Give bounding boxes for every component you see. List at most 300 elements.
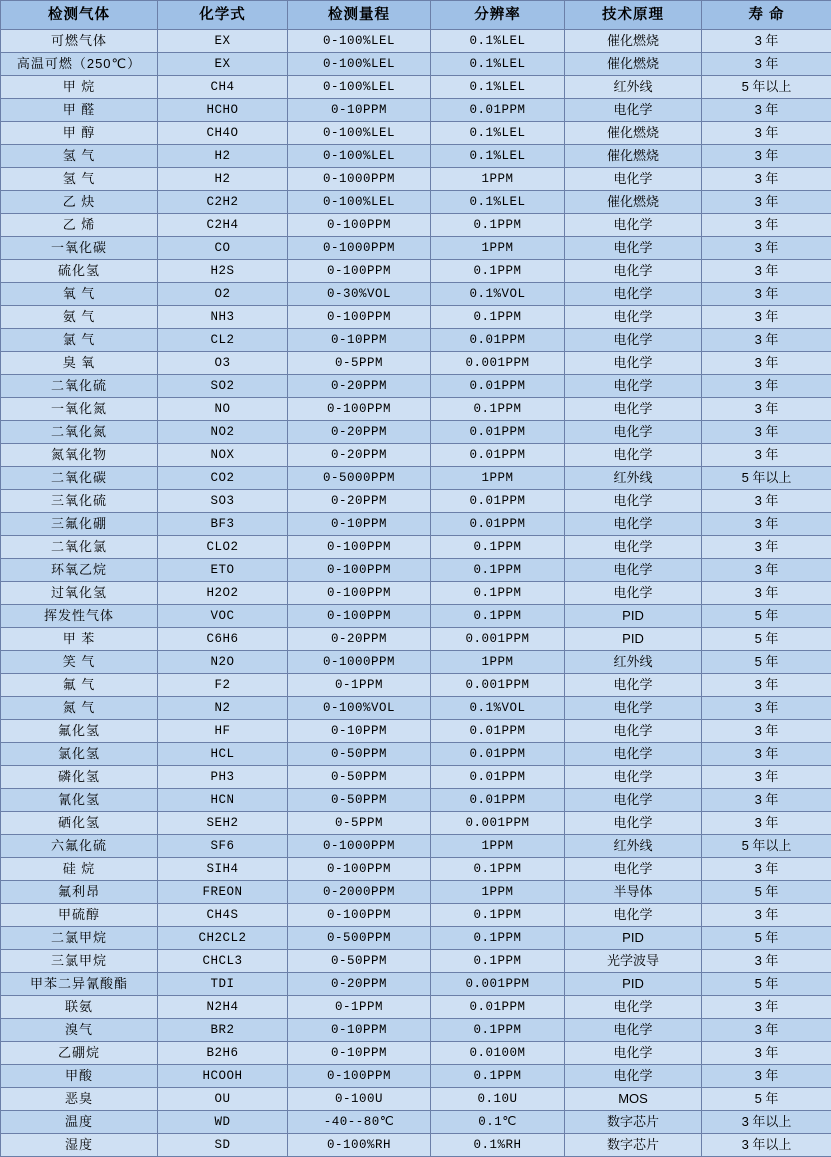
- cell-range: 0-100PPM: [288, 536, 431, 559]
- cell-formula: NH3: [158, 306, 288, 329]
- cell-principle: 电化学: [565, 743, 702, 766]
- table-row: [1, 1111, 831, 1134]
- table-row: [1, 99, 831, 122]
- cell-lifetime: 5 年以上: [702, 467, 831, 490]
- cell-gas: 氟利昂: [1, 881, 158, 904]
- cell-formula: EX: [158, 53, 288, 76]
- cell-gas: 乙硼烷: [1, 1042, 158, 1065]
- cell-range: 0-100%RH: [288, 1134, 431, 1157]
- cell-formula: NOX: [158, 444, 288, 467]
- cell-lifetime: 5 年: [702, 605, 831, 628]
- cell-principle: PID: [565, 605, 702, 628]
- cell-principle: 电化学: [565, 214, 702, 237]
- cell-range: 0-5PPM: [288, 352, 431, 375]
- cell-range: 0-5000PPM: [288, 467, 431, 490]
- table-row: [1, 766, 831, 789]
- cell-principle: 催化燃烧: [565, 145, 702, 168]
- cell-resolution: 0.01PPM: [431, 329, 565, 352]
- cell-principle: 电化学: [565, 168, 702, 191]
- table-row: [1, 605, 831, 628]
- cell-range: 0-100%LEL: [288, 76, 431, 99]
- table-row: [1, 559, 831, 582]
- cell-resolution: 0.1PPM: [431, 398, 565, 421]
- cell-lifetime: 3 年: [702, 789, 831, 812]
- table-row: [1, 697, 831, 720]
- cell-principle: 红外线: [565, 467, 702, 490]
- cell-principle: 电化学: [565, 858, 702, 881]
- cell-resolution: 0.1PPM: [431, 260, 565, 283]
- table-row: [1, 789, 831, 812]
- cell-resolution: 0.1℃: [431, 1111, 565, 1134]
- cell-range: -40--80℃: [288, 1111, 431, 1134]
- cell-lifetime: 3 年: [702, 122, 831, 145]
- cell-gas: 硫化氢: [1, 260, 158, 283]
- cell-lifetime: 3 年: [702, 53, 831, 76]
- cell-formula: CH4S: [158, 904, 288, 927]
- cell-formula: EX: [158, 30, 288, 53]
- cell-gas: 甲 醛: [1, 99, 158, 122]
- cell-range: 0-100PPM: [288, 398, 431, 421]
- cell-lifetime: 3 年: [702, 1065, 831, 1088]
- cell-range: 0-1000PPM: [288, 835, 431, 858]
- cell-lifetime: 3 年: [702, 904, 831, 927]
- cell-lifetime: 5 年: [702, 651, 831, 674]
- cell-formula: FREON: [158, 881, 288, 904]
- cell-principle: 光学波导: [565, 950, 702, 973]
- cell-lifetime: 3 年: [702, 168, 831, 191]
- cell-formula: H2: [158, 168, 288, 191]
- cell-gas: 溴气: [1, 1019, 158, 1042]
- cell-range: 0-50PPM: [288, 950, 431, 973]
- cell-gas: 高温可燃（250℃）: [1, 53, 158, 76]
- table-row: [1, 1088, 831, 1111]
- cell-principle: 电化学: [565, 1019, 702, 1042]
- cell-resolution: 0.01PPM: [431, 513, 565, 536]
- cell-lifetime: 5 年: [702, 973, 831, 996]
- cell-resolution: 0.1%LEL: [431, 191, 565, 214]
- table-row: [1, 628, 831, 651]
- cell-formula: CH4: [158, 76, 288, 99]
- cell-resolution: 0.1%VOL: [431, 697, 565, 720]
- cell-principle: 电化学: [565, 329, 702, 352]
- cell-formula: SEH2: [158, 812, 288, 835]
- cell-formula: HCOOH: [158, 1065, 288, 1088]
- cell-lifetime: 5 年以上: [702, 835, 831, 858]
- table-row: [1, 720, 831, 743]
- cell-principle: 红外线: [565, 651, 702, 674]
- cell-principle: 电化学: [565, 904, 702, 927]
- cell-principle: 电化学: [565, 237, 702, 260]
- cell-gas: 甲 醇: [1, 122, 158, 145]
- cell-gas: 六氟化硫: [1, 835, 158, 858]
- column-header-gas: 检测气体: [1, 1, 158, 30]
- cell-gas: 三氟化硼: [1, 513, 158, 536]
- cell-gas: 恶臭: [1, 1088, 158, 1111]
- cell-gas: 磷化氢: [1, 766, 158, 789]
- cell-lifetime: 3 年: [702, 30, 831, 53]
- cell-principle: MOS: [565, 1088, 702, 1111]
- cell-range: 0-100%LEL: [288, 122, 431, 145]
- cell-range: 0-100PPM: [288, 858, 431, 881]
- cell-range: 0-100%LEL: [288, 145, 431, 168]
- cell-resolution: 0.1%LEL: [431, 30, 565, 53]
- cell-range: 0-10PPM: [288, 720, 431, 743]
- cell-formula: C6H6: [158, 628, 288, 651]
- cell-lifetime: 3 年: [702, 674, 831, 697]
- cell-principle: 电化学: [565, 375, 702, 398]
- cell-gas: 环氧乙烷: [1, 559, 158, 582]
- cell-resolution: 0.01PPM: [431, 789, 565, 812]
- cell-lifetime: 3 年: [702, 145, 831, 168]
- cell-range: 0-10PPM: [288, 99, 431, 122]
- cell-resolution: 0.1PPM: [431, 858, 565, 881]
- cell-principle: 半导体: [565, 881, 702, 904]
- cell-resolution: 1PPM: [431, 881, 565, 904]
- cell-lifetime: 3 年: [702, 352, 831, 375]
- cell-range: 0-2000PPM: [288, 881, 431, 904]
- cell-gas: 乙 炔: [1, 191, 158, 214]
- cell-range: 0-10PPM: [288, 329, 431, 352]
- cell-range: 0-500PPM: [288, 927, 431, 950]
- cell-lifetime: 3 年: [702, 99, 831, 122]
- cell-principle: 电化学: [565, 421, 702, 444]
- cell-principle: PID: [565, 927, 702, 950]
- table-row: [1, 835, 831, 858]
- table-row: [1, 237, 831, 260]
- cell-resolution: 0.001PPM: [431, 674, 565, 697]
- table-row: [1, 1134, 831, 1157]
- cell-formula: CL2: [158, 329, 288, 352]
- cell-gas: 三氯甲烷: [1, 950, 158, 973]
- cell-lifetime: 3 年: [702, 812, 831, 835]
- cell-range: 0-1000PPM: [288, 168, 431, 191]
- cell-gas: 二氧化硫: [1, 375, 158, 398]
- table-row: [1, 950, 831, 973]
- cell-formula: CLO2: [158, 536, 288, 559]
- cell-formula: BF3: [158, 513, 288, 536]
- cell-lifetime: 3 年: [702, 398, 831, 421]
- cell-principle: 电化学: [565, 1042, 702, 1065]
- cell-principle: 催化燃烧: [565, 53, 702, 76]
- cell-range: 0-100%LEL: [288, 53, 431, 76]
- cell-formula: HCHO: [158, 99, 288, 122]
- cell-principle: PID: [565, 628, 702, 651]
- cell-range: 0-50PPM: [288, 766, 431, 789]
- cell-range: 0-10PPM: [288, 513, 431, 536]
- cell-resolution: 0.1%LEL: [431, 122, 565, 145]
- cell-resolution: 0.1PPM: [431, 1065, 565, 1088]
- cell-lifetime: 3 年: [702, 306, 831, 329]
- cell-range: 0-20PPM: [288, 973, 431, 996]
- cell-formula: H2O2: [158, 582, 288, 605]
- cell-range: 0-5PPM: [288, 812, 431, 835]
- cell-gas: 氢 气: [1, 145, 158, 168]
- table-row: [1, 398, 831, 421]
- cell-gas: 二氧化氮: [1, 421, 158, 444]
- cell-gas: 过氧化氢: [1, 582, 158, 605]
- cell-lifetime: 3 年: [702, 237, 831, 260]
- column-header-formula: 化学式: [158, 1, 288, 30]
- cell-formula: HCL: [158, 743, 288, 766]
- cell-gas: 甲苯二异氰酸酯: [1, 973, 158, 996]
- cell-lifetime: 3 年: [702, 536, 831, 559]
- table-row: [1, 352, 831, 375]
- cell-principle: 电化学: [565, 766, 702, 789]
- cell-resolution: 0.10U: [431, 1088, 565, 1111]
- cell-formula: CHCL3: [158, 950, 288, 973]
- cell-principle: 电化学: [565, 513, 702, 536]
- cell-resolution: 1PPM: [431, 651, 565, 674]
- cell-principle: 红外线: [565, 76, 702, 99]
- cell-lifetime: 3 年以上: [702, 1134, 831, 1157]
- cell-formula: C2H4: [158, 214, 288, 237]
- cell-lifetime: 3 年: [702, 950, 831, 973]
- cell-lifetime: 3 年: [702, 1042, 831, 1065]
- cell-resolution: 0.01PPM: [431, 444, 565, 467]
- cell-gas: 氧 气: [1, 283, 158, 306]
- cell-resolution: 0.1%LEL: [431, 76, 565, 99]
- cell-lifetime: 3 年: [702, 490, 831, 513]
- column-header-resolution: 分辨率: [431, 1, 565, 30]
- cell-resolution: 0.001PPM: [431, 812, 565, 835]
- cell-formula: ETO: [158, 559, 288, 582]
- cell-formula: CH4O: [158, 122, 288, 145]
- cell-gas: 二氧化碳: [1, 467, 158, 490]
- cell-lifetime: 3 年: [702, 214, 831, 237]
- cell-principle: 电化学: [565, 789, 702, 812]
- cell-gas: 温度: [1, 1111, 158, 1134]
- cell-gas: 氮 气: [1, 697, 158, 720]
- cell-resolution: 0.1PPM: [431, 582, 565, 605]
- table-row: [1, 260, 831, 283]
- cell-lifetime: 3 年: [702, 1019, 831, 1042]
- cell-range: 0-1000PPM: [288, 651, 431, 674]
- cell-principle: 数字芯片: [565, 1134, 702, 1157]
- cell-gas: 氮氧化物: [1, 444, 158, 467]
- table-row: [1, 53, 831, 76]
- cell-principle: 电化学: [565, 306, 702, 329]
- cell-formula: SO3: [158, 490, 288, 513]
- cell-gas: 挥发性气体: [1, 605, 158, 628]
- cell-range: 0-1PPM: [288, 674, 431, 697]
- cell-resolution: 0.1PPM: [431, 605, 565, 628]
- table-row: [1, 145, 831, 168]
- cell-resolution: 0.01PPM: [431, 720, 565, 743]
- table-row: [1, 444, 831, 467]
- cell-gas: 一氧化碳: [1, 237, 158, 260]
- cell-lifetime: 5 年: [702, 927, 831, 950]
- cell-formula: CO: [158, 237, 288, 260]
- table-row: [1, 375, 831, 398]
- cell-resolution: 0.001PPM: [431, 973, 565, 996]
- cell-formula: CH2CL2: [158, 927, 288, 950]
- cell-gas: 二氧化氯: [1, 536, 158, 559]
- cell-lifetime: 3 年: [702, 996, 831, 1019]
- cell-gas: 甲 烷: [1, 76, 158, 99]
- cell-gas: 氨 气: [1, 306, 158, 329]
- table-row: [1, 168, 831, 191]
- cell-principle: 电化学: [565, 1065, 702, 1088]
- table-row: [1, 30, 831, 53]
- cell-lifetime: 5 年: [702, 881, 831, 904]
- cell-range: 0-100%LEL: [288, 191, 431, 214]
- cell-range: 0-20PPM: [288, 490, 431, 513]
- cell-resolution: 0.1PPM: [431, 904, 565, 927]
- cell-formula: SF6: [158, 835, 288, 858]
- cell-resolution: 0.1%VOL: [431, 283, 565, 306]
- table-row: [1, 1042, 831, 1065]
- table-header-row: [1, 1, 831, 30]
- table-row: [1, 674, 831, 697]
- cell-formula: O2: [158, 283, 288, 306]
- cell-range: 0-20PPM: [288, 375, 431, 398]
- cell-range: 0-100PPM: [288, 559, 431, 582]
- cell-range: 0-100PPM: [288, 605, 431, 628]
- table-row: [1, 513, 831, 536]
- cell-gas: 甲硫醇: [1, 904, 158, 927]
- cell-lifetime: 5 年: [702, 1088, 831, 1111]
- cell-formula: O3: [158, 352, 288, 375]
- cell-lifetime: 3 年: [702, 260, 831, 283]
- cell-range: 0-100PPM: [288, 214, 431, 237]
- cell-resolution: 0.01PPM: [431, 490, 565, 513]
- cell-resolution: 0.1PPM: [431, 927, 565, 950]
- cell-formula: NO: [158, 398, 288, 421]
- cell-gas: 联氨: [1, 996, 158, 1019]
- cell-principle: 电化学: [565, 812, 702, 835]
- cell-lifetime: 3 年: [702, 191, 831, 214]
- cell-range: 0-50PPM: [288, 789, 431, 812]
- cell-principle: 电化学: [565, 674, 702, 697]
- cell-resolution: 0.1PPM: [431, 536, 565, 559]
- cell-range: 0-100PPM: [288, 306, 431, 329]
- cell-lifetime: 5 年: [702, 628, 831, 651]
- cell-range: 0-30%VOL: [288, 283, 431, 306]
- cell-principle: 数字芯片: [565, 1111, 702, 1134]
- cell-resolution: 0.01PPM: [431, 99, 565, 122]
- cell-lifetime: 3 年: [702, 720, 831, 743]
- cell-gas: 三氧化硫: [1, 490, 158, 513]
- cell-principle: 电化学: [565, 398, 702, 421]
- cell-formula: HF: [158, 720, 288, 743]
- cell-range: 0-20PPM: [288, 444, 431, 467]
- table-row: [1, 536, 831, 559]
- cell-principle: 电化学: [565, 697, 702, 720]
- cell-range: 0-10PPM: [288, 1019, 431, 1042]
- cell-lifetime: 3 年: [702, 421, 831, 444]
- cell-range: 0-20PPM: [288, 628, 431, 651]
- cell-range: 0-1000PPM: [288, 237, 431, 260]
- cell-lifetime: 3 年: [702, 444, 831, 467]
- column-header-lifetime: 寿 命: [702, 1, 831, 30]
- cell-formula: NO2: [158, 421, 288, 444]
- cell-gas: 硅 烷: [1, 858, 158, 881]
- cell-principle: 催化燃烧: [565, 122, 702, 145]
- cell-lifetime: 5 年以上: [702, 76, 831, 99]
- cell-resolution: 0.1PPM: [431, 559, 565, 582]
- cell-resolution: 0.001PPM: [431, 628, 565, 651]
- cell-formula: N2O: [158, 651, 288, 674]
- cell-lifetime: 3 年: [702, 766, 831, 789]
- cell-principle: 电化学: [565, 490, 702, 513]
- table-row: [1, 214, 831, 237]
- cell-resolution: 1PPM: [431, 835, 565, 858]
- cell-formula: N2: [158, 697, 288, 720]
- cell-formula: CO2: [158, 467, 288, 490]
- cell-lifetime: 3 年: [702, 329, 831, 352]
- cell-principle: 催化燃烧: [565, 30, 702, 53]
- cell-formula: B2H6: [158, 1042, 288, 1065]
- table-row: [1, 996, 831, 1019]
- cell-formula: SD: [158, 1134, 288, 1157]
- cell-range: 0-100PPM: [288, 904, 431, 927]
- cell-principle: 电化学: [565, 559, 702, 582]
- cell-formula: F2: [158, 674, 288, 697]
- cell-gas: 氰化氢: [1, 789, 158, 812]
- cell-lifetime: 3 年: [702, 559, 831, 582]
- cell-resolution: 0.1PPM: [431, 306, 565, 329]
- cell-gas: 甲 苯: [1, 628, 158, 651]
- table-row: [1, 743, 831, 766]
- cell-lifetime: 3 年: [702, 283, 831, 306]
- cell-lifetime: 3 年: [702, 513, 831, 536]
- cell-resolution: 0.1PPM: [431, 1019, 565, 1042]
- table-row: [1, 904, 831, 927]
- cell-principle: 电化学: [565, 283, 702, 306]
- table-row: [1, 283, 831, 306]
- cell-range: 0-20PPM: [288, 421, 431, 444]
- cell-formula: WD: [158, 1111, 288, 1134]
- cell-range: 0-100PPM: [288, 582, 431, 605]
- cell-resolution: 0.0100M: [431, 1042, 565, 1065]
- table-row: [1, 306, 831, 329]
- cell-range: 0-10PPM: [288, 1042, 431, 1065]
- cell-gas: 笑 气: [1, 651, 158, 674]
- cell-lifetime: 3 年: [702, 858, 831, 881]
- cell-range: 0-100%LEL: [288, 30, 431, 53]
- cell-resolution: 0.1%LEL: [431, 53, 565, 76]
- cell-formula: BR2: [158, 1019, 288, 1042]
- cell-resolution: 0.01PPM: [431, 421, 565, 444]
- cell-principle: 电化学: [565, 99, 702, 122]
- cell-formula: SIH4: [158, 858, 288, 881]
- table-row: [1, 858, 831, 881]
- table-row: [1, 812, 831, 835]
- cell-resolution: 1PPM: [431, 168, 565, 191]
- table-row: [1, 490, 831, 513]
- cell-range: 0-100PPM: [288, 1065, 431, 1088]
- cell-principle: 红外线: [565, 835, 702, 858]
- cell-gas: 氟 气: [1, 674, 158, 697]
- cell-resolution: 0.001PPM: [431, 352, 565, 375]
- cell-formula: H2: [158, 145, 288, 168]
- cell-lifetime: 3 年以上: [702, 1111, 831, 1134]
- cell-formula: H2S: [158, 260, 288, 283]
- cell-principle: 催化燃烧: [565, 191, 702, 214]
- table-row: [1, 467, 831, 490]
- cell-gas: 氢 气: [1, 168, 158, 191]
- cell-principle: 电化学: [565, 444, 702, 467]
- cell-principle: 电化学: [565, 720, 702, 743]
- cell-resolution: 0.01PPM: [431, 996, 565, 1019]
- table-row: [1, 1019, 831, 1042]
- cell-range: 0-50PPM: [288, 743, 431, 766]
- cell-gas: 氯化氢: [1, 743, 158, 766]
- cell-formula: C2H2: [158, 191, 288, 214]
- cell-formula: OU: [158, 1088, 288, 1111]
- cell-principle: PID: [565, 973, 702, 996]
- cell-gas: 一氧化氮: [1, 398, 158, 421]
